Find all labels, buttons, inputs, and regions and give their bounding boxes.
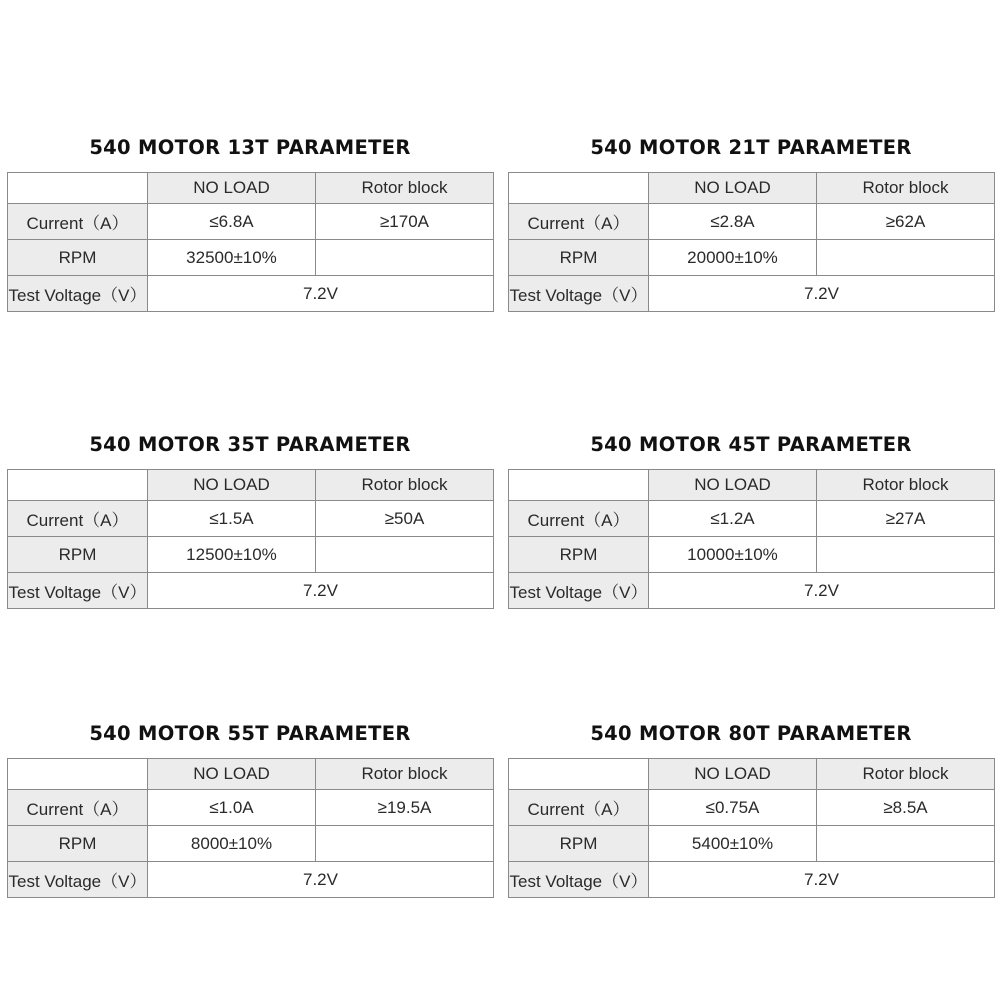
panel-title: 540 MOTOR 21T PARAMETER xyxy=(590,136,912,159)
parameter-table xyxy=(508,469,995,609)
current-rotor-block-value: ≥8.5A xyxy=(817,790,995,826)
current-no-load-value: ≤0.75A xyxy=(649,790,817,826)
test-voltage-label: Test Voltage（V） xyxy=(509,862,649,898)
header-rotor-block: Rotor block xyxy=(316,759,494,790)
rpm-label: RPM xyxy=(509,537,649,573)
table-header-row xyxy=(8,173,494,204)
header-rotor-block: Rotor block xyxy=(817,759,995,790)
table-header-row xyxy=(509,470,995,501)
rpm-no-load-value: 5400±10% xyxy=(649,826,817,862)
test-voltage-value: 7.2V xyxy=(148,573,494,609)
rpm-rotor-block-empty xyxy=(817,826,995,862)
rpm-rotor-block-empty xyxy=(316,537,494,573)
header-no-load: NO LOAD xyxy=(649,173,817,204)
current-label: Current（A） xyxy=(8,501,148,537)
rpm-rotor-block-empty xyxy=(817,240,995,276)
header-no-load: NO LOAD xyxy=(148,173,316,204)
header-corner-cell xyxy=(509,173,649,204)
current-rotor-block-value: ≥19.5A xyxy=(316,790,494,826)
rpm-rotor-block-empty xyxy=(316,826,494,862)
header-no-load: NO LOAD xyxy=(148,759,316,790)
test-voltage-label: Test Voltage（V） xyxy=(509,276,649,312)
rpm-label: RPM xyxy=(8,826,148,862)
current-row xyxy=(509,204,995,240)
header-corner-cell xyxy=(509,470,649,501)
header-rotor-block: Rotor block xyxy=(817,470,995,501)
current-row xyxy=(509,501,995,537)
table-header-row xyxy=(8,470,494,501)
current-rotor-block-value: ≥27A xyxy=(817,501,995,537)
rpm-row xyxy=(509,240,995,276)
header-corner-cell xyxy=(8,759,148,790)
test-voltage-label: Test Voltage（V） xyxy=(8,573,148,609)
parameter-table xyxy=(7,758,494,898)
table-header-row xyxy=(8,759,494,790)
rpm-row xyxy=(509,826,995,862)
header-corner-cell xyxy=(8,173,148,204)
test-voltage-row xyxy=(509,862,995,898)
current-no-load-value: ≤2.8A xyxy=(649,204,817,240)
header-corner-cell xyxy=(8,470,148,501)
header-rotor-block: Rotor block xyxy=(316,470,494,501)
panel-title: 540 MOTOR 55T PARAMETER xyxy=(89,722,411,745)
rpm-label: RPM xyxy=(509,240,649,276)
test-voltage-value: 7.2V xyxy=(649,276,995,312)
parameter-table xyxy=(7,469,494,609)
rpm-no-load-value: 20000±10% xyxy=(649,240,817,276)
header-corner-cell xyxy=(509,759,649,790)
header-no-load: NO LOAD xyxy=(148,470,316,501)
test-voltage-value: 7.2V xyxy=(649,862,995,898)
rpm-label: RPM xyxy=(509,826,649,862)
current-row xyxy=(8,501,494,537)
rpm-rotor-block-empty xyxy=(316,240,494,276)
panel-title: 540 MOTOR 35T PARAMETER xyxy=(89,433,411,456)
header-no-load: NO LOAD xyxy=(649,759,817,790)
test-voltage-row xyxy=(8,276,494,312)
test-voltage-label: Test Voltage（V） xyxy=(509,573,649,609)
current-row xyxy=(8,204,494,240)
rpm-rotor-block-empty xyxy=(817,537,995,573)
current-row xyxy=(509,790,995,826)
current-rotor-block-value: ≥62A xyxy=(817,204,995,240)
current-no-load-value: ≤6.8A xyxy=(148,204,316,240)
rpm-row xyxy=(8,537,494,573)
test-voltage-label: Test Voltage（V） xyxy=(8,276,148,312)
rpm-row xyxy=(8,240,494,276)
current-label: Current（A） xyxy=(8,790,148,826)
test-voltage-value: 7.2V xyxy=(148,862,494,898)
test-voltage-label: Test Voltage（V） xyxy=(8,862,148,898)
test-voltage-row xyxy=(509,276,995,312)
test-voltage-row xyxy=(8,573,494,609)
current-label: Current（A） xyxy=(509,204,649,240)
current-no-load-value: ≤1.0A xyxy=(148,790,316,826)
header-rotor-block: Rotor block xyxy=(817,173,995,204)
rpm-no-load-value: 10000±10% xyxy=(649,537,817,573)
panel-title: 540 MOTOR 80T PARAMETER xyxy=(590,722,912,745)
panel-title: 540 MOTOR 13T PARAMETER xyxy=(89,136,411,159)
rpm-no-load-value: 8000±10% xyxy=(148,826,316,862)
current-no-load-value: ≤1.2A xyxy=(649,501,817,537)
current-label: Current（A） xyxy=(509,790,649,826)
test-voltage-value: 7.2V xyxy=(148,276,494,312)
current-row xyxy=(8,790,494,826)
current-label: Current（A） xyxy=(8,204,148,240)
rpm-label: RPM xyxy=(8,537,148,573)
parameter-table xyxy=(508,172,995,312)
current-rotor-block-value: ≥50A xyxy=(316,501,494,537)
parameter-table xyxy=(7,172,494,312)
rpm-no-load-value: 32500±10% xyxy=(148,240,316,276)
table-header-row xyxy=(509,173,995,204)
rpm-label: RPM xyxy=(8,240,148,276)
rpm-row xyxy=(8,826,494,862)
parameter-table xyxy=(508,758,995,898)
rpm-row xyxy=(509,537,995,573)
current-label: Current（A） xyxy=(509,501,649,537)
panel-title: 540 MOTOR 45T PARAMETER xyxy=(590,433,912,456)
test-voltage-row xyxy=(8,862,494,898)
header-rotor-block: Rotor block xyxy=(316,173,494,204)
test-voltage-value: 7.2V xyxy=(649,573,995,609)
current-no-load-value: ≤1.5A xyxy=(148,501,316,537)
current-rotor-block-value: ≥170A xyxy=(316,204,494,240)
header-no-load: NO LOAD xyxy=(649,470,817,501)
test-voltage-row xyxy=(509,573,995,609)
rpm-no-load-value: 12500±10% xyxy=(148,537,316,573)
table-header-row xyxy=(509,759,995,790)
